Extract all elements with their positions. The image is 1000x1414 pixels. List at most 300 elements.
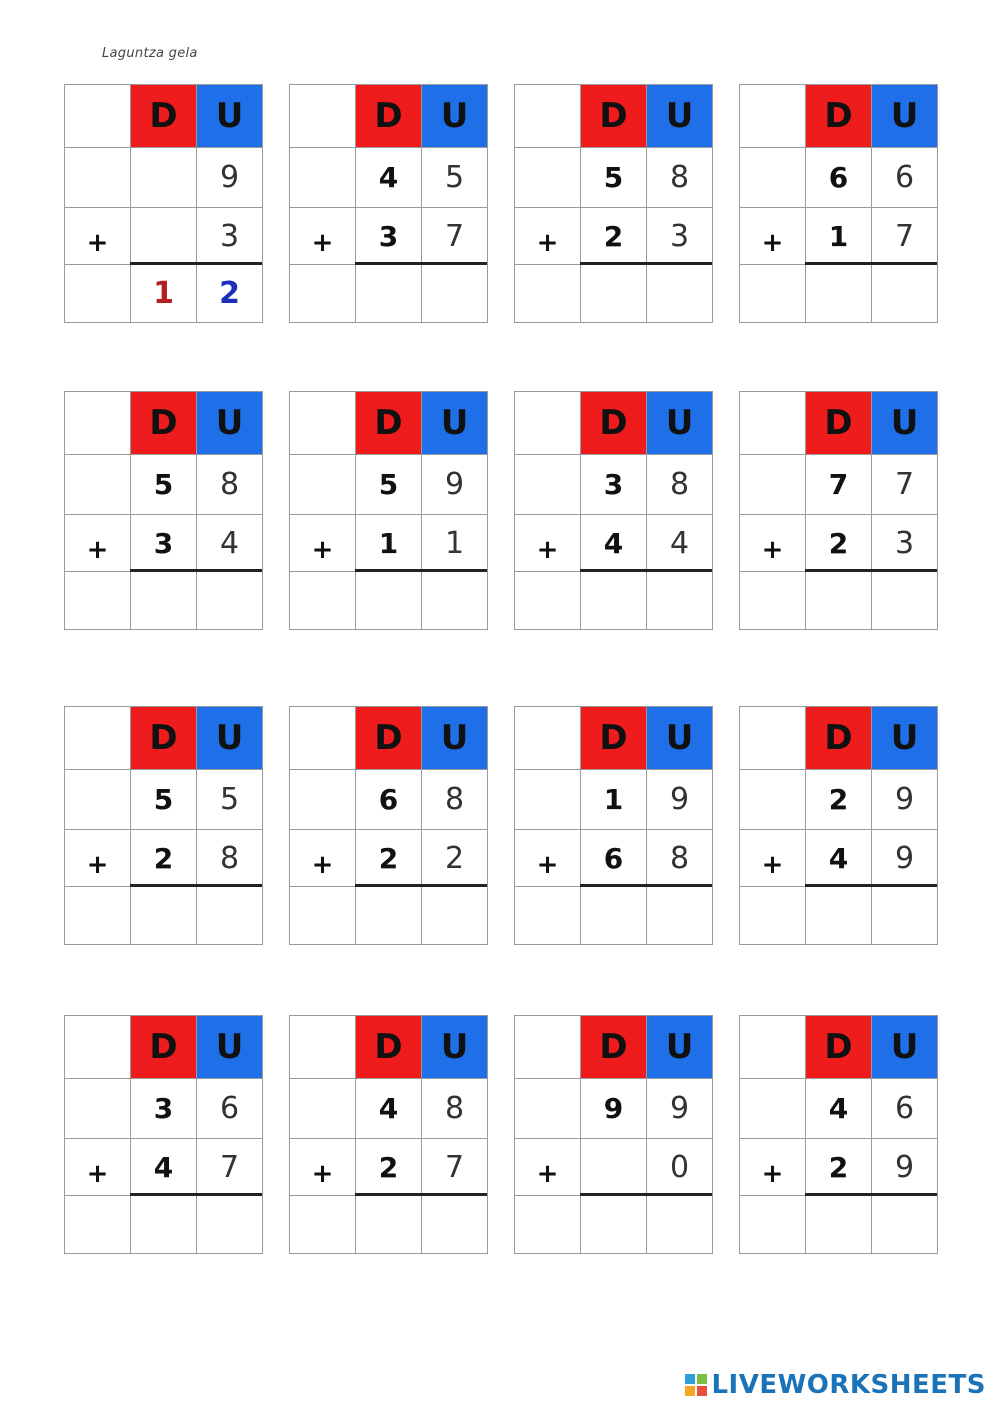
plus-cell bbox=[289, 514, 356, 572]
sum-line bbox=[580, 569, 712, 572]
addition-problem bbox=[289, 391, 487, 631]
answer-units-input[interactable] bbox=[646, 886, 713, 945]
first-addend-tens-value: 6 bbox=[828, 161, 849, 194]
sum-line bbox=[805, 262, 937, 265]
answer-units-input[interactable] bbox=[196, 264, 263, 323]
first-addend-units-value: 8 bbox=[444, 782, 465, 817]
blank-cell bbox=[514, 769, 581, 830]
first-addend-tens-value: 5 bbox=[378, 468, 399, 501]
plus-cell bbox=[514, 1138, 581, 1196]
tens-header bbox=[580, 84, 647, 148]
blank-corner-cell bbox=[514, 1015, 581, 1079]
plus-cell-value: + bbox=[311, 228, 334, 258]
first-addend-units-value: 9 bbox=[669, 782, 690, 817]
answer-tens-input[interactable] bbox=[805, 1195, 872, 1254]
first-addend-units bbox=[196, 147, 263, 208]
tens-header bbox=[130, 706, 197, 770]
first-addend-units bbox=[196, 454, 263, 515]
first-addend-units bbox=[196, 1078, 263, 1139]
units-header-value: U bbox=[215, 718, 244, 758]
answer-units-input[interactable] bbox=[871, 886, 938, 945]
addition-problem bbox=[514, 84, 712, 324]
first-addend-units-value: 8 bbox=[669, 160, 690, 195]
answer-tens-input[interactable] bbox=[355, 264, 422, 323]
second-addend-tens bbox=[130, 207, 197, 265]
second-addend-tens bbox=[805, 829, 872, 887]
plus-cell bbox=[739, 207, 806, 265]
sum-line bbox=[580, 1193, 712, 1196]
first-addend-units-value: 6 bbox=[894, 1091, 915, 1126]
plus-cell-value: + bbox=[311, 850, 334, 880]
tens-header bbox=[355, 84, 422, 148]
second-addend-tens bbox=[580, 514, 647, 572]
plus-cell bbox=[514, 829, 581, 887]
units-header-value: U bbox=[215, 403, 244, 443]
sum-line bbox=[355, 884, 487, 887]
answer-units-input[interactable] bbox=[421, 1195, 488, 1254]
answer-units-input[interactable] bbox=[421, 886, 488, 945]
blank-cell bbox=[64, 147, 131, 208]
sum-line bbox=[805, 569, 937, 572]
plus-cell bbox=[739, 514, 806, 572]
sum-line bbox=[130, 1193, 262, 1196]
first-addend-units bbox=[871, 769, 938, 830]
blank-cell bbox=[289, 886, 356, 945]
answer-tens-input[interactable] bbox=[580, 571, 647, 630]
first-addend-tens-value: 5 bbox=[153, 783, 174, 816]
answer-units-input[interactable] bbox=[871, 571, 938, 630]
tens-header-value: D bbox=[599, 403, 628, 443]
first-addend-units-value: 8 bbox=[669, 467, 690, 502]
second-addend-tens bbox=[355, 829, 422, 887]
units-header bbox=[871, 391, 938, 455]
answer-tens-input[interactable] bbox=[805, 264, 872, 323]
blank-cell bbox=[739, 769, 806, 830]
answer-units-input[interactable] bbox=[421, 264, 488, 323]
second-addend-tens-value: 2 bbox=[378, 841, 399, 875]
tens-header bbox=[355, 1015, 422, 1079]
tens-header bbox=[805, 84, 872, 148]
units-header bbox=[196, 391, 263, 455]
units-header-value: U bbox=[215, 1027, 244, 1067]
second-addend-units bbox=[646, 1138, 713, 1196]
blank-corner-cell bbox=[64, 391, 131, 455]
first-addend-tens-value: 9 bbox=[603, 1092, 624, 1125]
answer-tens-input[interactable] bbox=[580, 886, 647, 945]
first-addend-tens-value: 1 bbox=[603, 783, 624, 816]
second-addend-units-value: 7 bbox=[444, 1149, 465, 1185]
plus-cell-value: + bbox=[311, 535, 334, 565]
plus-cell-value: + bbox=[86, 535, 109, 565]
second-addend-tens-value: 1 bbox=[828, 219, 849, 253]
blank-cell bbox=[64, 886, 131, 945]
second-addend-units-value: 4 bbox=[669, 525, 690, 561]
blank-cell bbox=[289, 454, 356, 515]
answer-tens-input-value: 1 bbox=[153, 276, 174, 311]
addition-problem bbox=[64, 391, 262, 631]
second-addend-units bbox=[196, 1138, 263, 1196]
plus-cell-value: + bbox=[536, 850, 559, 880]
plus-cell-value: + bbox=[311, 1159, 334, 1189]
answer-tens-input[interactable] bbox=[355, 886, 422, 945]
answer-tens-input[interactable] bbox=[805, 886, 872, 945]
addition-problem bbox=[514, 706, 712, 946]
second-addend-tens bbox=[805, 207, 872, 265]
addition-problem bbox=[289, 84, 487, 324]
first-addend-units-value: 8 bbox=[444, 1091, 465, 1126]
first-addend-units-value: 5 bbox=[219, 782, 240, 817]
first-addend-units bbox=[421, 147, 488, 208]
sum-line bbox=[580, 262, 712, 265]
second-addend-tens-value: 3 bbox=[153, 526, 174, 560]
tens-header bbox=[130, 391, 197, 455]
tens-header-value: D bbox=[824, 718, 853, 758]
first-addend-tens-value: 5 bbox=[603, 161, 624, 194]
second-addend-units-value: 3 bbox=[219, 218, 240, 254]
plus-cell bbox=[739, 829, 806, 887]
second-addend-units bbox=[421, 514, 488, 572]
second-addend-tens bbox=[355, 514, 422, 572]
units-header-value: U bbox=[665, 96, 694, 136]
first-addend-tens bbox=[805, 147, 872, 208]
blank-cell bbox=[739, 1078, 806, 1139]
plus-cell-value: + bbox=[86, 850, 109, 880]
units-header-value: U bbox=[890, 718, 919, 758]
tens-header-value: D bbox=[374, 96, 403, 136]
answer-units-input[interactable] bbox=[196, 1195, 263, 1254]
second-addend-tens bbox=[580, 207, 647, 265]
blank-cell bbox=[289, 1195, 356, 1254]
addition-problem bbox=[739, 391, 937, 631]
plus-cell-value: + bbox=[86, 1159, 109, 1189]
units-header-value: U bbox=[890, 96, 919, 136]
first-addend-units bbox=[646, 1078, 713, 1139]
second-addend-tens bbox=[355, 1138, 422, 1196]
second-addend-units bbox=[646, 829, 713, 887]
blank-cell bbox=[64, 1195, 131, 1254]
second-addend-units bbox=[871, 829, 938, 887]
plus-cell-value: + bbox=[761, 535, 784, 565]
answer-tens-input[interactable] bbox=[130, 264, 197, 323]
plus-cell bbox=[289, 207, 356, 265]
blank-corner-cell bbox=[514, 391, 581, 455]
blank-cell bbox=[64, 454, 131, 515]
second-addend-tens-value: 2 bbox=[828, 1150, 849, 1184]
blank-cell bbox=[514, 1195, 581, 1254]
units-header bbox=[871, 84, 938, 148]
blank-cell bbox=[64, 264, 131, 323]
header-note: Laguntza gela bbox=[102, 46, 198, 61]
plus-cell bbox=[64, 207, 131, 265]
first-addend-tens bbox=[355, 147, 422, 208]
first-addend-units-value: 9 bbox=[894, 782, 915, 817]
blank-corner-cell bbox=[739, 1015, 806, 1079]
first-addend-units-value: 6 bbox=[894, 160, 915, 195]
first-addend-tens bbox=[355, 769, 422, 830]
blank-cell bbox=[739, 454, 806, 515]
second-addend-units bbox=[196, 514, 263, 572]
second-addend-units-value: 3 bbox=[669, 218, 690, 254]
second-addend-tens-value: 1 bbox=[378, 526, 399, 560]
blank-cell bbox=[289, 571, 356, 630]
second-addend-tens bbox=[805, 514, 872, 572]
first-addend-tens bbox=[355, 1078, 422, 1139]
brand-logo bbox=[685, 1370, 986, 1400]
answer-units-input[interactable] bbox=[871, 1195, 938, 1254]
second-addend-units-value: 7 bbox=[894, 218, 915, 254]
second-addend-units-value: 3 bbox=[894, 525, 915, 561]
blank-cell bbox=[514, 264, 581, 323]
second-addend-units-value: 8 bbox=[669, 840, 690, 876]
blank-corner-cell bbox=[739, 84, 806, 148]
blank-cell bbox=[739, 264, 806, 323]
blank-cell bbox=[64, 571, 131, 630]
blank-cell bbox=[289, 1078, 356, 1139]
units-header bbox=[646, 706, 713, 770]
blank-cell bbox=[64, 769, 131, 830]
tens-header-value: D bbox=[149, 403, 178, 443]
tens-header bbox=[805, 706, 872, 770]
first-addend-tens-value: 6 bbox=[378, 783, 399, 816]
first-addend-tens bbox=[130, 454, 197, 515]
second-addend-units bbox=[421, 1138, 488, 1196]
blank-cell bbox=[514, 571, 581, 630]
addition-problem bbox=[514, 1015, 712, 1255]
first-addend-tens bbox=[130, 147, 197, 208]
first-addend-tens bbox=[580, 454, 647, 515]
first-addend-units bbox=[421, 454, 488, 515]
first-addend-units-value: 9 bbox=[669, 1091, 690, 1126]
second-addend-units-value: 9 bbox=[894, 840, 915, 876]
answer-units-input[interactable] bbox=[196, 886, 263, 945]
first-addend-tens-value: 4 bbox=[378, 1092, 399, 1125]
sum-line bbox=[805, 1193, 937, 1196]
blank-corner-cell bbox=[289, 84, 356, 148]
blank-corner-cell bbox=[64, 706, 131, 770]
blank-cell bbox=[289, 147, 356, 208]
second-addend-units-value: 8 bbox=[219, 840, 240, 876]
second-addend-tens-value: 4 bbox=[153, 1150, 174, 1184]
second-addend-units-value: 1 bbox=[444, 525, 465, 561]
first-addend-tens bbox=[805, 769, 872, 830]
units-header bbox=[196, 84, 263, 148]
first-addend-units bbox=[871, 1078, 938, 1139]
units-header-value: U bbox=[665, 1027, 694, 1067]
units-header bbox=[421, 391, 488, 455]
tens-header-value: D bbox=[374, 403, 403, 443]
units-header-value: U bbox=[890, 1027, 919, 1067]
first-addend-tens bbox=[805, 454, 872, 515]
second-addend-units-value: 0 bbox=[669, 1149, 690, 1185]
units-header-value: U bbox=[440, 403, 469, 443]
first-addend-units-value: 5 bbox=[444, 160, 465, 195]
tens-header-value: D bbox=[824, 96, 853, 136]
second-addend-tens-value: 2 bbox=[603, 219, 624, 253]
plus-cell bbox=[64, 514, 131, 572]
second-addend-units-value: 4 bbox=[219, 525, 240, 561]
first-addend-units bbox=[646, 147, 713, 208]
units-header bbox=[421, 84, 488, 148]
addition-problem bbox=[739, 84, 937, 324]
first-addend-units-value: 8 bbox=[219, 467, 240, 502]
first-addend-units-value: 9 bbox=[219, 160, 240, 195]
blank-corner-cell bbox=[64, 1015, 131, 1079]
first-addend-tens bbox=[580, 1078, 647, 1139]
second-addend-tens bbox=[355, 207, 422, 265]
answer-tens-input[interactable] bbox=[805, 571, 872, 630]
units-header bbox=[646, 84, 713, 148]
second-addend-tens-value: 2 bbox=[378, 1150, 399, 1184]
sum-line bbox=[130, 884, 262, 887]
first-addend-tens bbox=[355, 454, 422, 515]
first-addend-units-value: 9 bbox=[444, 467, 465, 502]
blank-cell bbox=[289, 264, 356, 323]
first-addend-units bbox=[421, 1078, 488, 1139]
plus-cell bbox=[64, 1138, 131, 1196]
plus-cell-value: + bbox=[86, 228, 109, 258]
second-addend-tens bbox=[130, 829, 197, 887]
second-addend-tens-value: 6 bbox=[603, 841, 624, 875]
blank-cell bbox=[64, 1078, 131, 1139]
answer-units-input[interactable] bbox=[646, 571, 713, 630]
first-addend-tens-value: 7 bbox=[828, 468, 849, 501]
tens-header bbox=[355, 391, 422, 455]
units-header-value: U bbox=[665, 718, 694, 758]
tens-header bbox=[580, 391, 647, 455]
answer-tens-input[interactable] bbox=[580, 264, 647, 323]
tens-header bbox=[130, 1015, 197, 1079]
first-addend-units bbox=[646, 769, 713, 830]
blank-cell bbox=[739, 147, 806, 208]
plus-cell-value: + bbox=[536, 228, 559, 258]
units-header-value: U bbox=[215, 96, 244, 136]
second-addend-units bbox=[421, 207, 488, 265]
addition-problem bbox=[514, 391, 712, 631]
plus-cell-value: + bbox=[761, 1159, 784, 1189]
answer-units-input[interactable] bbox=[871, 264, 938, 323]
blank-corner-cell bbox=[514, 84, 581, 148]
blank-corner-cell bbox=[64, 84, 131, 148]
blank-cell bbox=[514, 147, 581, 208]
sum-line bbox=[580, 884, 712, 887]
answer-units-input[interactable] bbox=[421, 571, 488, 630]
blank-cell bbox=[514, 454, 581, 515]
answer-units-input-value: 2 bbox=[219, 276, 240, 311]
units-header bbox=[421, 706, 488, 770]
second-addend-units bbox=[196, 829, 263, 887]
plus-cell bbox=[514, 514, 581, 572]
first-addend-units bbox=[421, 769, 488, 830]
second-addend-units-value: 7 bbox=[219, 1149, 240, 1185]
tens-header-value: D bbox=[149, 718, 178, 758]
tens-header-value: D bbox=[599, 718, 628, 758]
tens-header-value: D bbox=[149, 1027, 178, 1067]
first-addend-tens-value: 2 bbox=[828, 783, 849, 816]
addition-problem bbox=[64, 1015, 262, 1255]
second-addend-tens bbox=[130, 1138, 197, 1196]
answer-tens-input[interactable] bbox=[130, 571, 197, 630]
second-addend-tens bbox=[580, 829, 647, 887]
units-header bbox=[421, 1015, 488, 1079]
second-addend-tens bbox=[580, 1138, 647, 1196]
addition-problem bbox=[64, 706, 262, 946]
blank-cell bbox=[289, 769, 356, 830]
brand-name: LIVEWORKSHEETS bbox=[711, 1370, 986, 1400]
units-header-value: U bbox=[890, 403, 919, 443]
blank-corner-cell bbox=[739, 391, 806, 455]
plus-cell-value: + bbox=[761, 850, 784, 880]
second-addend-units bbox=[646, 514, 713, 572]
second-addend-units bbox=[421, 829, 488, 887]
answer-units-input[interactable] bbox=[196, 571, 263, 630]
blank-corner-cell bbox=[514, 706, 581, 770]
answer-tens-input[interactable] bbox=[580, 1195, 647, 1254]
sum-line bbox=[805, 884, 937, 887]
addition-problem bbox=[64, 84, 262, 324]
answer-tens-input[interactable] bbox=[355, 1195, 422, 1254]
second-addend-units bbox=[871, 207, 938, 265]
tens-header bbox=[355, 706, 422, 770]
second-addend-tens-value: 4 bbox=[828, 841, 849, 875]
answer-units-input[interactable] bbox=[646, 264, 713, 323]
blank-corner-cell bbox=[739, 706, 806, 770]
second-addend-units bbox=[196, 207, 263, 265]
plus-cell bbox=[289, 1138, 356, 1196]
second-addend-tens-value: 4 bbox=[603, 526, 624, 560]
first-addend-units bbox=[871, 147, 938, 208]
plus-cell bbox=[514, 207, 581, 265]
sum-line bbox=[130, 262, 262, 265]
tens-header-value: D bbox=[824, 1027, 853, 1067]
blank-corner-cell bbox=[289, 706, 356, 770]
first-addend-tens-value: 3 bbox=[603, 468, 624, 501]
tens-header-value: D bbox=[149, 96, 178, 136]
tens-header-value: D bbox=[374, 718, 403, 758]
answer-tens-input[interactable] bbox=[130, 1195, 197, 1254]
answer-tens-input[interactable] bbox=[130, 886, 197, 945]
tens-header bbox=[130, 84, 197, 148]
blank-cell bbox=[739, 1195, 806, 1254]
first-addend-tens bbox=[130, 769, 197, 830]
tens-header-value: D bbox=[599, 1027, 628, 1067]
units-header bbox=[196, 1015, 263, 1079]
tens-header bbox=[805, 391, 872, 455]
sum-line bbox=[130, 569, 262, 572]
answer-units-input[interactable] bbox=[646, 1195, 713, 1254]
plus-cell-value: + bbox=[536, 535, 559, 565]
second-addend-units-value: 2 bbox=[444, 840, 465, 876]
first-addend-units bbox=[871, 454, 938, 515]
second-addend-tens bbox=[130, 514, 197, 572]
first-addend-tens bbox=[805, 1078, 872, 1139]
blank-cell bbox=[514, 1078, 581, 1139]
answer-tens-input[interactable] bbox=[355, 571, 422, 630]
first-addend-tens-value: 5 bbox=[153, 468, 174, 501]
second-addend-tens-value: 2 bbox=[153, 841, 174, 875]
tens-header bbox=[805, 1015, 872, 1079]
first-addend-tens-value: 3 bbox=[153, 1092, 174, 1125]
tens-header bbox=[580, 1015, 647, 1079]
blank-corner-cell bbox=[289, 391, 356, 455]
second-addend-units bbox=[871, 1138, 938, 1196]
plus-cell bbox=[289, 829, 356, 887]
units-header-value: U bbox=[440, 96, 469, 136]
units-header bbox=[646, 1015, 713, 1079]
plus-cell-value: + bbox=[536, 1159, 559, 1189]
sum-line bbox=[355, 262, 487, 265]
sum-line bbox=[355, 1193, 487, 1196]
tens-header-value: D bbox=[599, 96, 628, 136]
